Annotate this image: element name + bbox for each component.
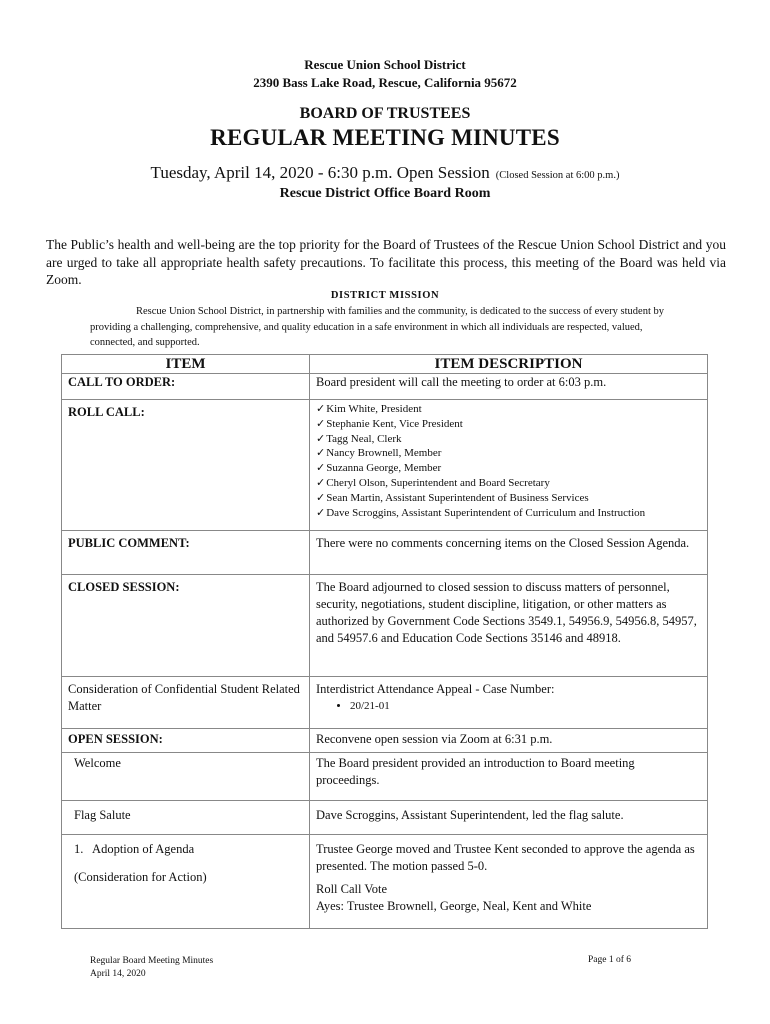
- case-number-list: [316, 698, 701, 715]
- desc-public-comment: There were no comments concerning items on the Closed Session Agenda.: [310, 531, 708, 575]
- item-welcome: Welcome: [62, 753, 310, 801]
- intro-paragraph: The Public’s health and well-being are the top priority for the Board of Trustees of the Rescue Union School District and you are urged to take all appropriate health safety precautions. To facilitate this process, this meeting of the Board was held via Zoom.: [46, 237, 726, 287]
- table-row: [62, 677, 708, 729]
- agenda-motion: Trustee George moved and Trustee Kent seconded to approve the agenda as presented. The motion passed 5-0.: [316, 842, 695, 873]
- item-public-comment: PUBLIC COMMENT:: [62, 531, 310, 575]
- table-row: [62, 835, 708, 929]
- list-item: ✓ Dave Scroggins, Assistant Superintendent of Curriculum and Instruction: [316, 506, 701, 521]
- table-row: [62, 729, 708, 753]
- footer-doc-name: Regular Board Meeting Minutes: [90, 956, 214, 966]
- footer-doc-date: April 14, 2020: [90, 968, 146, 979]
- minutes-table: [61, 354, 708, 929]
- district-name: Rescue Union School District: [304, 57, 466, 72]
- roll-call-list: [316, 402, 701, 520]
- agenda-item-title: 1. Adoption of Agenda: [74, 842, 195, 856]
- appeal-text: Interdistrict Attendance Appeal - Case Number:: [316, 682, 555, 696]
- meeting-date: Tuesday, April 14, 2020 - 6:30 p.m. Open Session: [150, 163, 490, 182]
- table-row: [62, 531, 708, 575]
- column-header-description: ITEM DESCRIPTION: [310, 355, 708, 374]
- list-item: ✓ Sean Martin, Assistant Superintendent of Business Services: [316, 491, 701, 506]
- item-roll-call: ROLL CALL:: [62, 400, 310, 531]
- desc-open-session: Reconvene open session via Zoom at 6:31 p.m.: [310, 729, 708, 753]
- mission-title: DISTRICT MISSION: [330, 290, 440, 301]
- mission-text: Rescue Union School District, in partnership with families and the community, is dedicated to the success of every student by providing a challenging, comprehensive, and quality education in a safe environment in which all individuals are respected, valued, connected, and supported.: [90, 306, 664, 348]
- table-row: [62, 801, 708, 835]
- item-confidential-matter: Consideration of Confidential Student Related Matter: [62, 677, 310, 729]
- column-header-item: ITEM: [62, 355, 310, 374]
- list-item: ✓ Nancy Brownell, Member: [316, 446, 701, 461]
- table-row: [62, 400, 708, 531]
- desc-flag-salute: Dave Scroggins, Assistant Superintendent, led the flag salute.: [310, 801, 708, 835]
- item-open-session: OPEN SESSION:: [62, 729, 310, 753]
- list-item: ✓ Stephanie Kent, Vice President: [316, 417, 701, 432]
- meeting-location: Rescue District Office Board Room: [279, 186, 491, 201]
- item-adoption-of-agenda: [62, 835, 310, 929]
- desc-confidential-matter: [310, 677, 708, 729]
- desc-closed-session: The Board adjourned to closed session to discuss matters of personnel, security, negotiations, student discipline, litigation, or other matters as authorized by Government Code Sections 3549.1, 54956.9, 54956.8, 54957, and 54957.6 and Education Code Sections 35146 and 48918.: [310, 575, 708, 677]
- item-call-to-order: CALL TO ORDER:: [62, 374, 310, 400]
- table-row: [62, 575, 708, 677]
- footer-doc-info: [90, 955, 213, 980]
- item-flag-salute: Flag Salute: [62, 801, 310, 835]
- roll-call-vote-label: Roll Call Vote: [316, 882, 388, 896]
- desc-adoption-of-agenda: [310, 835, 708, 929]
- desc-roll-call: [310, 400, 708, 531]
- table-row: [62, 753, 708, 801]
- district-address: 2390 Bass Lake Road, Rescue, California 95672: [253, 75, 517, 90]
- meeting-date-line: [0, 163, 770, 183]
- list-item: ✓ Tagg Neal, Clerk: [316, 432, 701, 447]
- closed-session-note: (Closed Session at 6:00 p.m.): [495, 170, 620, 181]
- roll-call-ayes: Ayes: Trustee Brownell, George, Neal, Kent and White: [316, 899, 592, 913]
- district-header: [0, 56, 770, 92]
- agenda-item-sub: (Consideration for Action): [74, 870, 207, 884]
- page-title: REGULAR MEETING MINUTES: [210, 125, 560, 150]
- board-heading: BOARD OF TRUSTEES: [299, 105, 471, 122]
- desc-welcome: The Board president provided an introduction to Board meeting proceedings.: [310, 753, 708, 801]
- table-header-row: [62, 355, 708, 374]
- table-row: [62, 374, 708, 400]
- list-item: ✓ Suzanna George, Member: [316, 461, 701, 476]
- list-item: ✓ Kim White, President: [316, 402, 701, 417]
- item-closed-session: CLOSED SESSION:: [62, 575, 310, 677]
- list-item: • 20/21-01: [350, 698, 701, 715]
- desc-call-to-order: Board president will call the meeting to order at 6:03 p.m.: [310, 374, 708, 400]
- list-item: ✓ Cheryl Olson, Superintendent and Board Secretary: [316, 476, 701, 491]
- page-number: Page 1 of 6: [588, 955, 632, 965]
